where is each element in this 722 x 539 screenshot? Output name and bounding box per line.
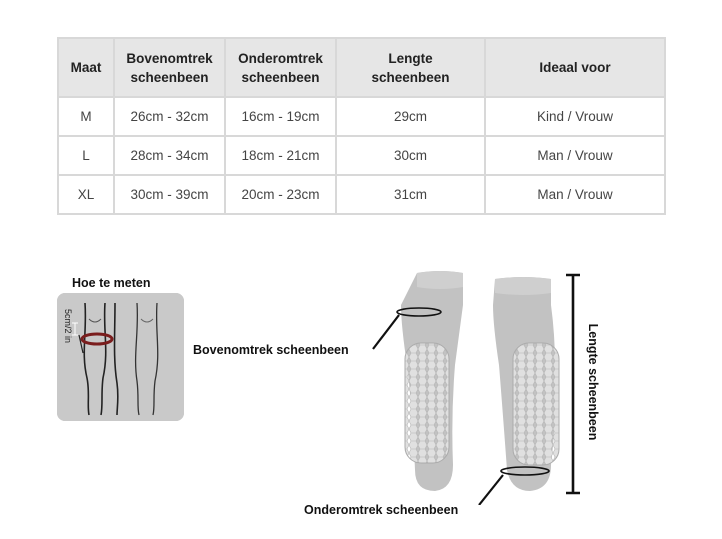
cell-lower: 16cm - 19cm xyxy=(225,97,336,136)
table-row xyxy=(58,97,665,136)
table-row xyxy=(58,175,665,214)
size-table xyxy=(57,37,666,215)
howto-photo xyxy=(57,293,184,421)
header-bovenomtrek: Bovenomtrek scheenbeen xyxy=(114,38,225,97)
cell-length: 29cm xyxy=(336,97,485,136)
cell-upper: 26cm - 32cm xyxy=(114,97,225,136)
cell-upper: 28cm - 34cm xyxy=(114,136,225,175)
legs-sketch xyxy=(57,293,184,421)
cell-upper: 30cm - 39cm xyxy=(114,175,225,214)
lower-leader-line xyxy=(479,475,503,505)
lower-circumference-label: Onderomtrek scheenbeen xyxy=(304,503,459,517)
cell-size: M xyxy=(58,97,114,136)
cell-lower: 18cm - 21cm xyxy=(225,136,336,175)
header-maat: Maat xyxy=(58,38,114,97)
header-lengte: Lengte scheenbeen xyxy=(336,38,485,97)
header-onderomtrek: Onderomtrek scheenbeen xyxy=(225,38,336,97)
left-shin-guard xyxy=(401,271,463,491)
photo-scale-label: 5cm/2 in xyxy=(63,308,74,344)
length-bar xyxy=(566,275,580,493)
cell-length: 30cm xyxy=(336,136,485,175)
cell-length: 31cm xyxy=(336,175,485,214)
cell-size: L xyxy=(58,136,114,175)
right-shin-guard xyxy=(493,277,559,491)
header-ideaal-voor: Ideaal voor xyxy=(485,38,665,97)
cell-ideal: Kind / Vrouw xyxy=(485,97,665,136)
cell-ideal: Man / Vrouw xyxy=(485,136,665,175)
length-label: Lengte scheenbeen xyxy=(586,323,600,441)
upper-leader-line xyxy=(373,315,399,349)
cell-ideal: Man / Vrouw xyxy=(485,175,665,214)
table-header-row xyxy=(58,38,665,97)
shin-guard-diagram xyxy=(355,265,605,505)
upper-circumference-label: Bovenomtrek scheenbeen xyxy=(193,343,349,357)
howto-title: Hoe te meten xyxy=(72,276,151,290)
table-row xyxy=(58,136,665,175)
cell-size: XL xyxy=(58,175,114,214)
cell-lower: 20cm - 23cm xyxy=(225,175,336,214)
